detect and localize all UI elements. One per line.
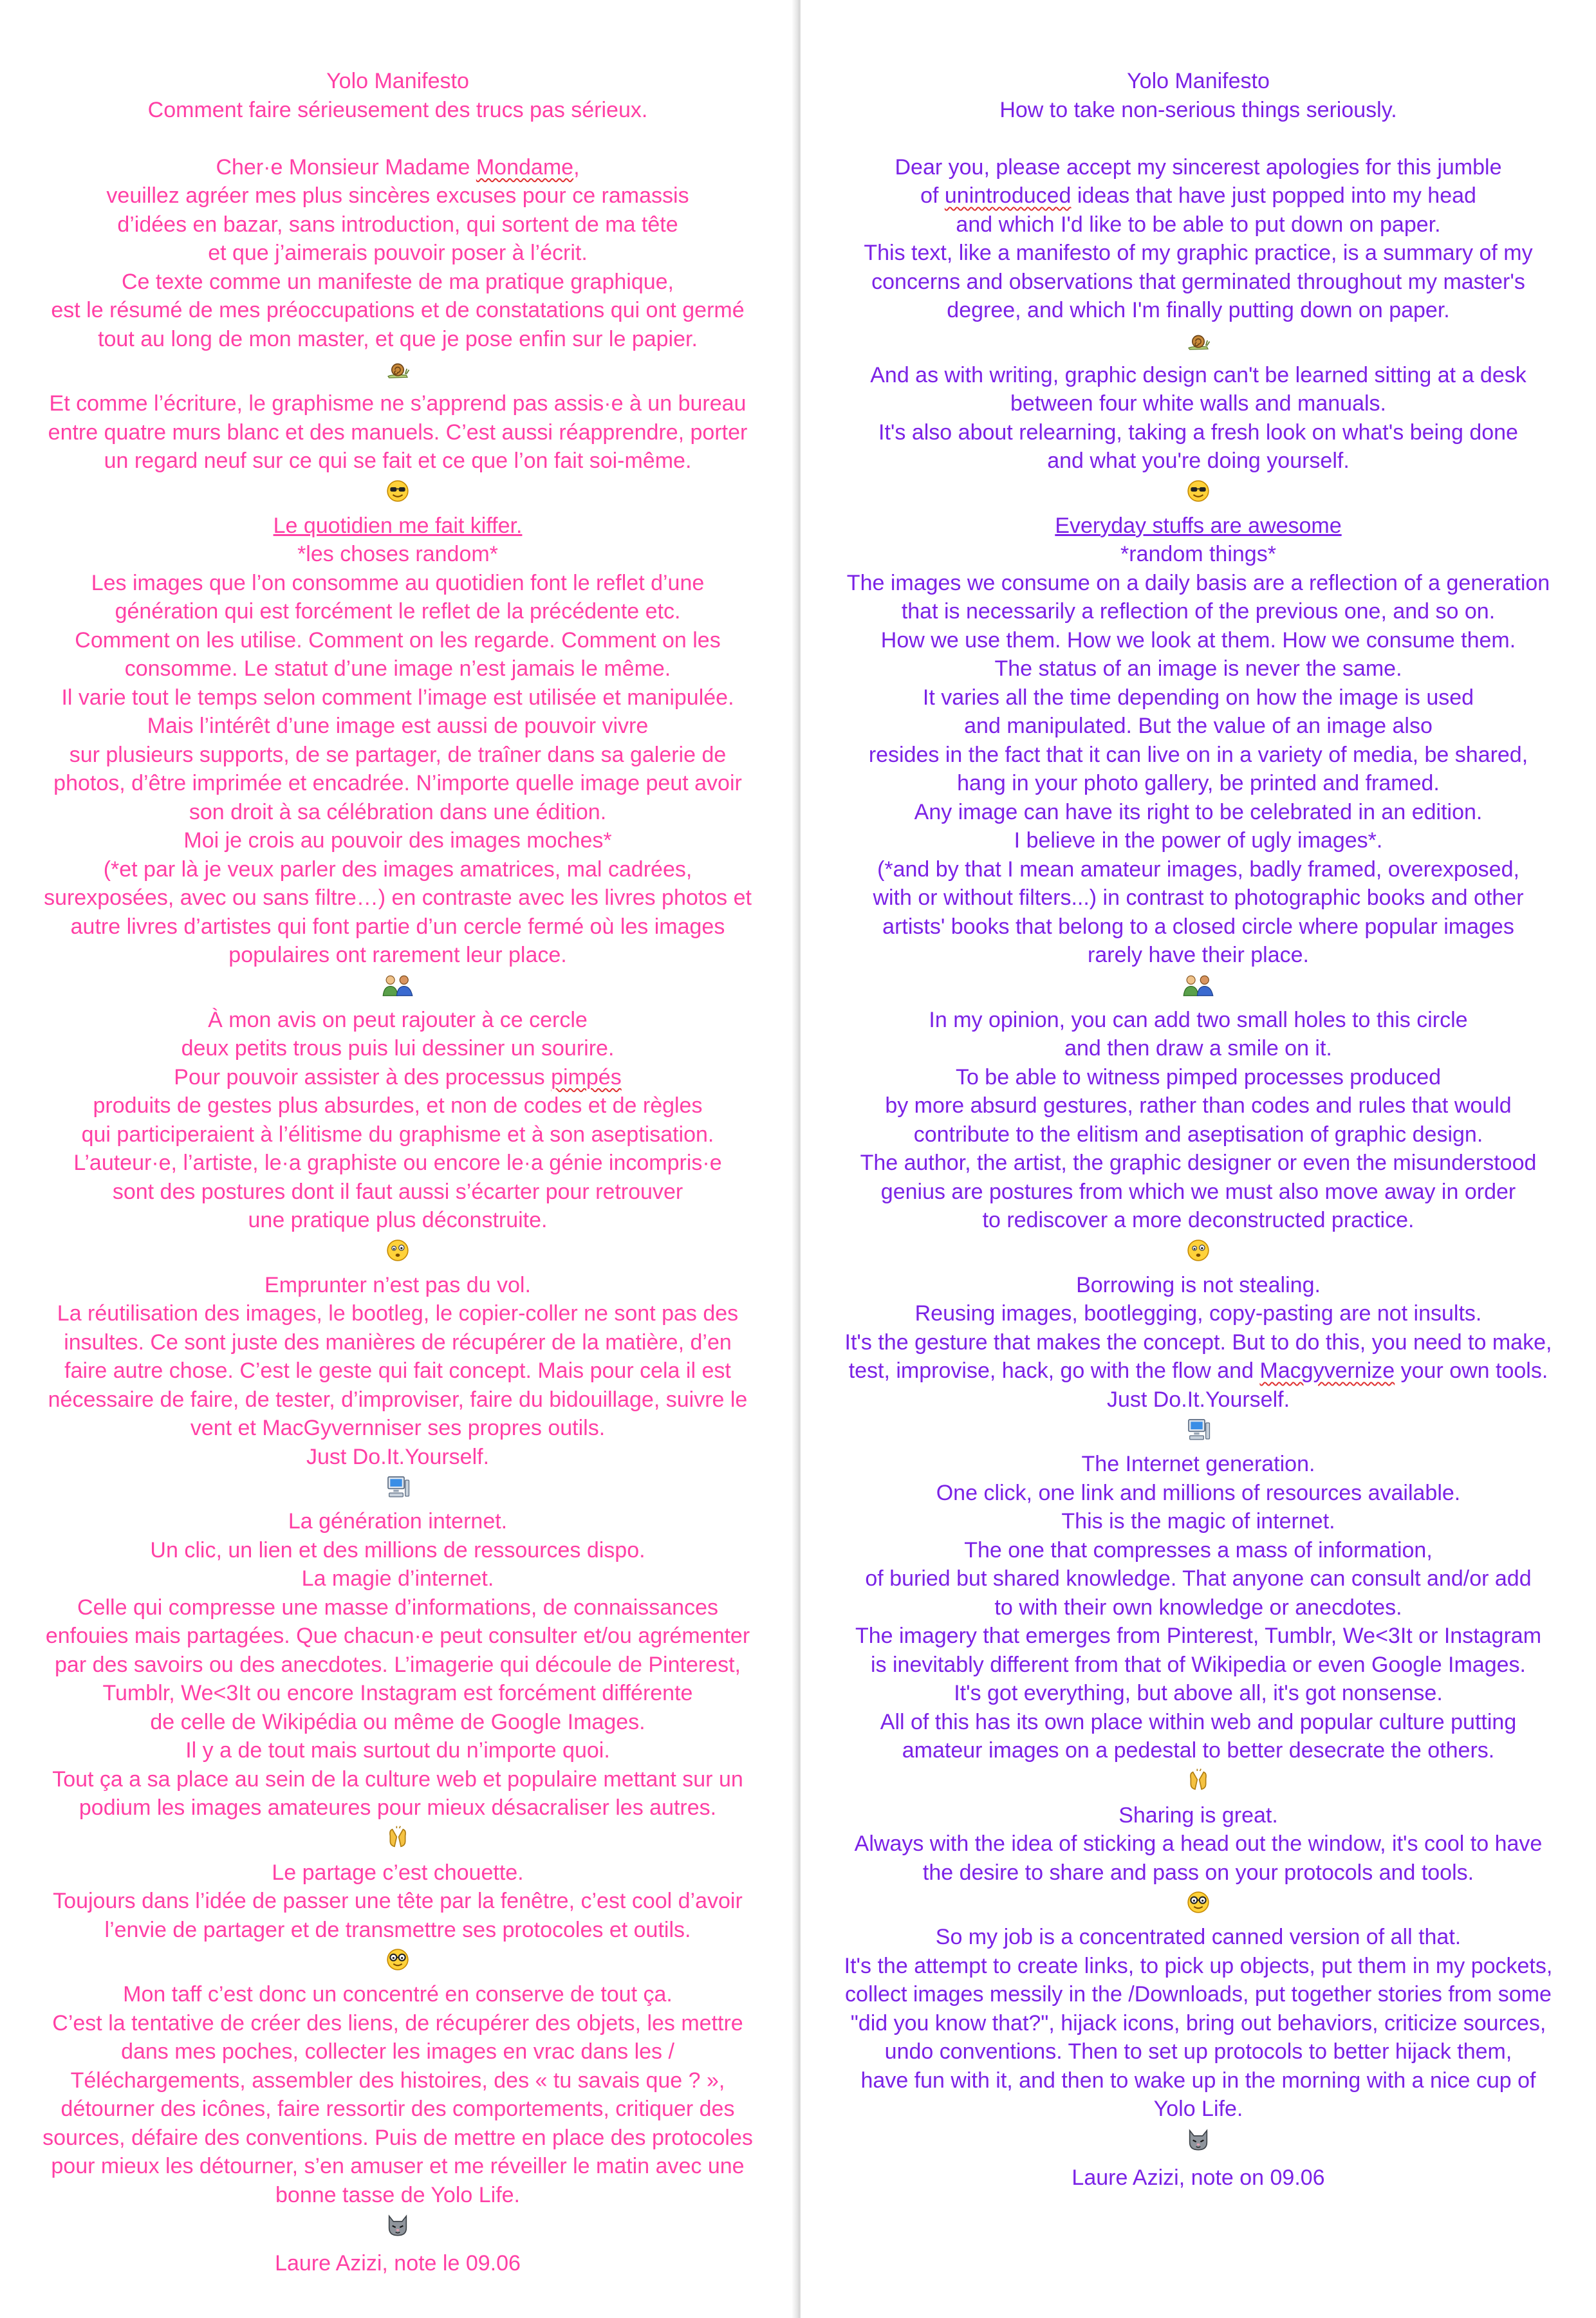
french-heading-borrow: Emprunter n’est pas du vol. [264,1272,531,1297]
cat-icon [0,2209,795,2245]
two-people-icon [801,970,1596,1006]
french-signature: Laure Azizi, note le 09.06 [275,2251,521,2276]
french-writing-line: entre quatre murs blanc et des manuels. C’est aussi réapprendre, porter [48,420,748,445]
english-intro-line: concerns and observations that germinated throughout my master's [871,269,1525,294]
english-internet-line: This is the magic of internet. [1061,1509,1335,1534]
nerd-smiley-icon [801,1887,1596,1923]
computer-icon [0,1471,795,1507]
english-intro-line: Dear you, please accept my sincerest apologies for this jumble [895,154,1502,180]
clapping-hands-icon [0,1822,795,1859]
french-job-line: dans mes poches, collecter les images en vrac dans les / [121,2039,674,2064]
english-heading-everyday: Everyday stuffs are awesome [1055,513,1342,538]
english-internet-line: to with their own knowledge or anecdotes. [994,1595,1402,1620]
french-internet-line: Il y a de tout mais surtout du n’importe quoi. [185,1738,610,1763]
french-circle-line: qui participeraient à l’élitisme du graphisme et à son aseptisation. [81,1122,714,1147]
french-everyday-line: Les images que l’on consomme au quotidien font le reflet d’une [91,570,705,595]
french-intro-line: est le résumé de mes préoccupations et de constatations qui ont germé [51,298,745,322]
english-share-line: the desire to share and pass on your protocols and tools. [922,1860,1474,1885]
confused-face-icon [0,1235,795,1271]
french-writing-line: Et comme l’écriture, le graphisme ne s’apprend pas assis·e à un bureau [49,391,747,416]
french-borrow-line: nécessaire de faire, de tester, d’improviser, faire du bidouillage, suivre le [48,1387,748,1412]
english-writing-line: It's also about relearning, taking a fresh look on what's being done [878,420,1518,445]
french-intro-line: Ce texte comme un manifeste de ma pratique graphique, [121,269,674,294]
french-everyday-line: autre livres d’artistes qui font partie d’un cercle fermé où les images [70,914,725,939]
french-circle-line: sont des postures dont il faut aussi s’écarter pour retrouver [112,1179,683,1204]
french-share-line: l’envie de partager et de transmettre ses protocoles et outils. [104,1917,691,1942]
spellcheck-word: Macgyvernize [1259,1358,1395,1383]
english-share-line: Always with the idea of sticking a head out the window, it's cool to have [854,1831,1543,1856]
snail-icon [0,353,795,389]
english-borrow-line: Just Do.It.Yourself. [1106,1387,1290,1412]
french-internet-line: de celle de Wikipédia ou même de Google Images. [150,1709,645,1734]
french-internet-line: Tumblr, We<3It ou encore Instagram est forcément différente [102,1681,693,1705]
sunglasses-smiley-icon [801,476,1596,512]
english-job-line: have fun with it, and then to wake up in the morning with a nice cup of [860,2068,1536,2093]
english-writing-line: and what you're doing yourself. [1047,449,1350,473]
french-intro-line: d’idées en bazar, sans introduction, qui sortent de ma tête [117,212,678,237]
french-borrow-line: La réutilisation des images, le bootleg, le copier-coller ne sont pas des [57,1301,739,1326]
french-job-line: sources, défaire des conventions. Puis de mettre en place des protocoles [42,2125,753,2150]
spellcheck-word: Mondame [476,154,574,180]
cat-icon [801,2124,1596,2160]
french-greeting: Cher·e Monsieur Madame Mondame, [216,154,580,180]
english-writing-line: And as with writing, graphic design can't be learned sitting at a desk [870,362,1526,387]
english-internet-line: All of this has its own place within web and popular culture putting [880,1709,1517,1734]
french-everyday-line: génération qui est forcément le reflet de la précédente etc. [115,599,681,624]
english-heading-borrow: Borrowing is not stealing. [1076,1272,1321,1297]
french-page [0,0,795,2318]
english-circle-line: by more absurd gestures, rather than codes and rules that would [885,1093,1512,1118]
english-job-line: collect images messily in the /Downloads, put together stories from some [845,1982,1552,2007]
english-intro-line: and which I'd like to be able to put down on paper. [956,212,1441,237]
english-intro-line: This text, like a manifesto of my graphic practice, is a summary of my [864,241,1533,265]
confused-face-icon [801,1235,1596,1271]
english-everyday-line: with or without filters...) in contrast to photographic books and other [873,885,1524,910]
french-borrow-line: Just Do.It.Yourself. [306,1444,490,1469]
french-internet-line: Celle qui compresse une masse d’informations, de connaissances [77,1595,718,1620]
french-subtitle: Comment faire sérieusement des trucs pas sérieux. [147,97,648,122]
english-internet-line: is inevitably different from that of Wikipedia or even Google Images. [871,1652,1526,1677]
english-everyday-line: (*and by that I mean amateur images, badly framed, overexposed, [877,857,1519,882]
english-column [801,67,1596,2192]
french-everyday-line: consomme. Le statut d’une image n’est jamais le même. [124,656,671,681]
english-everyday-line: I believe in the power of ugly images*. [1014,828,1383,853]
snail-icon [801,325,1596,361]
sunglasses-smiley-icon [0,476,795,512]
french-internet-line: par des savoirs ou des anecdotes. L’imagerie qui découle de Pinterest, [55,1652,741,1677]
english-circle-line: The author, the artist, the graphic designer or even the misunderstood [860,1151,1537,1175]
english-everyday-line: that is necessarily a reflection of the previous one, and so on. [901,599,1496,624]
french-everyday-line: (*et par là je veux parler des images amatrices, mal cadrées, [103,857,692,882]
french-everyday-line: Mais l’intérêt d’une image est aussi de pouvoir vivre [147,714,649,738]
french-job-line: bonne tasse de Yolo Life. [275,2182,520,2207]
english-everyday-subheading: *random things* [1120,542,1276,566]
french-everyday-line: photos, d’être imprimée et encadrée. N’importe quelle image peut avoir [53,771,742,795]
english-heading-share: Sharing is great. [1118,1803,1278,1828]
english-internet-line: The one that compresses a mass of information, [964,1537,1433,1562]
english-borrow-line: It's the gesture that makes the concept. But to do this, you need to make, [844,1330,1552,1355]
clapping-hands-icon [801,1765,1596,1801]
english-internet-line: amateur images on a pedestal to better desecrate the others. [902,1738,1495,1763]
french-circle-line: Pour pouvoir assister à des processus pimpés [174,1064,622,1089]
french-internet-line: La magie d’internet. [301,1566,494,1591]
french-everyday-line: Il varie tout le temps selon comment l’image est utilisée et manipulée. [61,685,734,710]
french-intro-line: veuillez agréer mes plus sincères excuses pour ce ramassis [106,183,689,208]
french-circle-line: produits de gestes plus absurdes, et non de codes et de règles [93,1093,703,1118]
english-internet-line: of buried but shared knowledge. That anyone can consult and/or add [865,1566,1532,1591]
french-everyday-subheading: *les choses random* [297,542,498,566]
english-circle-line: and then draw a smile on it. [1064,1036,1332,1061]
english-writing-line: between four white walls and manuals. [1010,391,1386,416]
english-internet-line: One click, one link and millions of resources available. [936,1480,1461,1505]
french-job-line: Mon taff c’est donc un concentré en conserve de tout ça. [123,1982,673,2007]
french-everyday-line: surexposées, avec ou sans filtre…) en contraste avec les livres photos et [44,885,752,910]
french-everyday-line: sur plusieurs supports, de se partager, de traîner dans sa galerie de [69,742,727,767]
english-everyday-line: artists' books that belong to a closed circle where popular images [882,914,1514,939]
french-internet-line: Un clic, un lien et des millions de ressources dispo. [150,1537,645,1562]
english-job-line: undo conventions. Then to set up protocols to better hijack them, [884,2039,1512,2064]
english-borrow-line: Reusing images, bootlegging, copy-pasting are not insults. [914,1301,1482,1326]
nerd-smiley-icon [0,1944,795,1980]
french-intro-line: tout au long de mon master, et que je pose enfin sur le papier. [98,326,698,351]
two-people-icon [0,970,795,1006]
english-everyday-line: The images we consume on a daily basis are a reflection of a generation [846,570,1550,595]
french-share-line: Toujours dans l’idée de passer une tête par la fenêtre, c’est cool d’avoir [53,1889,743,1913]
english-everyday-line: How we use them. How we look at them. How we consume them. [880,627,1516,653]
english-title: Yolo Manifesto [1127,69,1270,93]
english-everyday-line: The status of an image is never the same. [994,656,1402,681]
english-borrow-line: test, improvise, hack, go with the flow and Macgyvernize your own tools. [848,1358,1548,1383]
english-subtitle: How to take non-serious things seriously. [999,97,1397,122]
english-intro-line: of unintroduced ideas that have just popped into my head [920,183,1476,208]
english-everyday-line: rarely have their place. [1088,943,1309,967]
english-page [801,0,1596,2318]
english-everyday-line: resides in the fact that it can live on in a variety of media, be shared, [868,742,1528,767]
french-internet-line: podium les images amateures pour mieux désacraliser les autres. [79,1795,717,1820]
french-everyday-line: son droit à sa célébration dans une édition. [189,799,607,824]
english-job-line: "did you know that?", hijack icons, bring out behaviors, criticize sources, [850,2010,1546,2035]
french-heading-everyday: Le quotidien me fait kiffer. [273,513,523,538]
spellcheck-word: unintroduced [944,183,1072,208]
english-internet-line: The imagery that emerges from Pinterest, Tumblr, We<3It or Instagram [855,1624,1542,1648]
english-everyday-line: and manipulated. But the value of an image also [964,714,1433,738]
english-job-line: Yolo Life. [1153,2097,1243,2121]
french-job-line: détourner des icônes, faire ressortir des comportements, critiquer des [60,2097,735,2121]
english-intro-line: degree, and which I'm finally putting down on paper. [947,298,1450,322]
french-job-line: Téléchargements, assembler des histoires, des « tu savais que ? », [70,2068,725,2093]
french-heading-share: Le partage c’est chouette. [272,1860,524,1885]
french-intro-line: et que j’aimerais pouvoir poser à l’écrit. [208,241,588,265]
french-everyday-line: Comment on les utilise. Comment on les regarde. Comment on les [75,627,721,653]
computer-icon [801,1414,1596,1450]
french-borrow-line: vent et MacGyvernniser ses propres outils. [190,1416,606,1440]
french-circle-line: une pratique plus déconstruite. [248,1208,548,1232]
french-everyday-line: Moi je crois au pouvoir des images moches* [183,828,612,853]
english-job-line: It's the attempt to create links, to pick up objects, put them in my pockets, [844,1953,1553,1978]
english-circle-line: to rediscover a more deconstructed practice. [982,1208,1415,1232]
english-internet-line: It's got everything, but above all, it's got nonsense. [954,1681,1443,1705]
french-internet-line: enfouies mais partagées. Que chacun·e peut consulter et/ou agrémenter [45,1624,750,1648]
french-everyday-line: populaires ont rarement leur place. [228,943,567,967]
french-column [0,67,795,2278]
french-job-line: C’est la tentative de créer des liens, de récupérer des objets, les mettre [52,2010,743,2035]
english-circle-line: genius are postures from which we must also move away in order [880,1179,1516,1204]
english-signature: Laure Azizi, note on 09.06 [1072,2165,1325,2190]
english-job-line: So my job is a concentrated canned version of all that. [935,1925,1461,1949]
french-job-line: pour mieux les détourner, s’en amuser et me réveiller le matin avec une [51,2154,745,2178]
french-internet-line: Tout ça a sa place au sein de la culture web et populaire mettant sur un [52,1766,743,1792]
spellcheck-word: pimpés [551,1064,622,1089]
french-circle-line: L’auteur·e, l’artiste, le·a graphiste ou encore le·a génie incompris·e [73,1151,722,1175]
english-everyday-line: It varies all the time depending on how the image is used [922,685,1474,710]
french-circle-line: À mon avis on peut rajouter à ce cercle [208,1007,588,1032]
french-writing-line: un regard neuf sur ce qui se fait et ce que l’on fait soi-même. [104,449,692,473]
english-circle-line: contribute to the elitism and aseptisation of graphic design. [913,1122,1483,1147]
english-circle-line: In my opinion, you can add two small holes to this circle [929,1007,1468,1032]
french-borrow-line: faire autre chose. C’est le geste qui fait concept. Mais pour cela il est [64,1358,731,1383]
french-heading-internet: La génération internet. [288,1509,508,1534]
english-heading-internet: The Internet generation. [1081,1452,1315,1476]
french-title: Yolo Manifesto [326,69,469,93]
french-borrow-line: insultes. Ce sont juste des manières de récupérer de la matière, d’en [64,1330,732,1355]
english-everyday-line: hang in your photo gallery, be printed and framed. [957,771,1440,795]
english-circle-line: To be able to witness pimped processes produced [955,1064,1442,1089]
french-circle-line: deux petits trous puis lui dessiner un sourire. [181,1036,615,1061]
english-everyday-line: Any image can have its right to be celebrated in an edition. [914,799,1483,824]
